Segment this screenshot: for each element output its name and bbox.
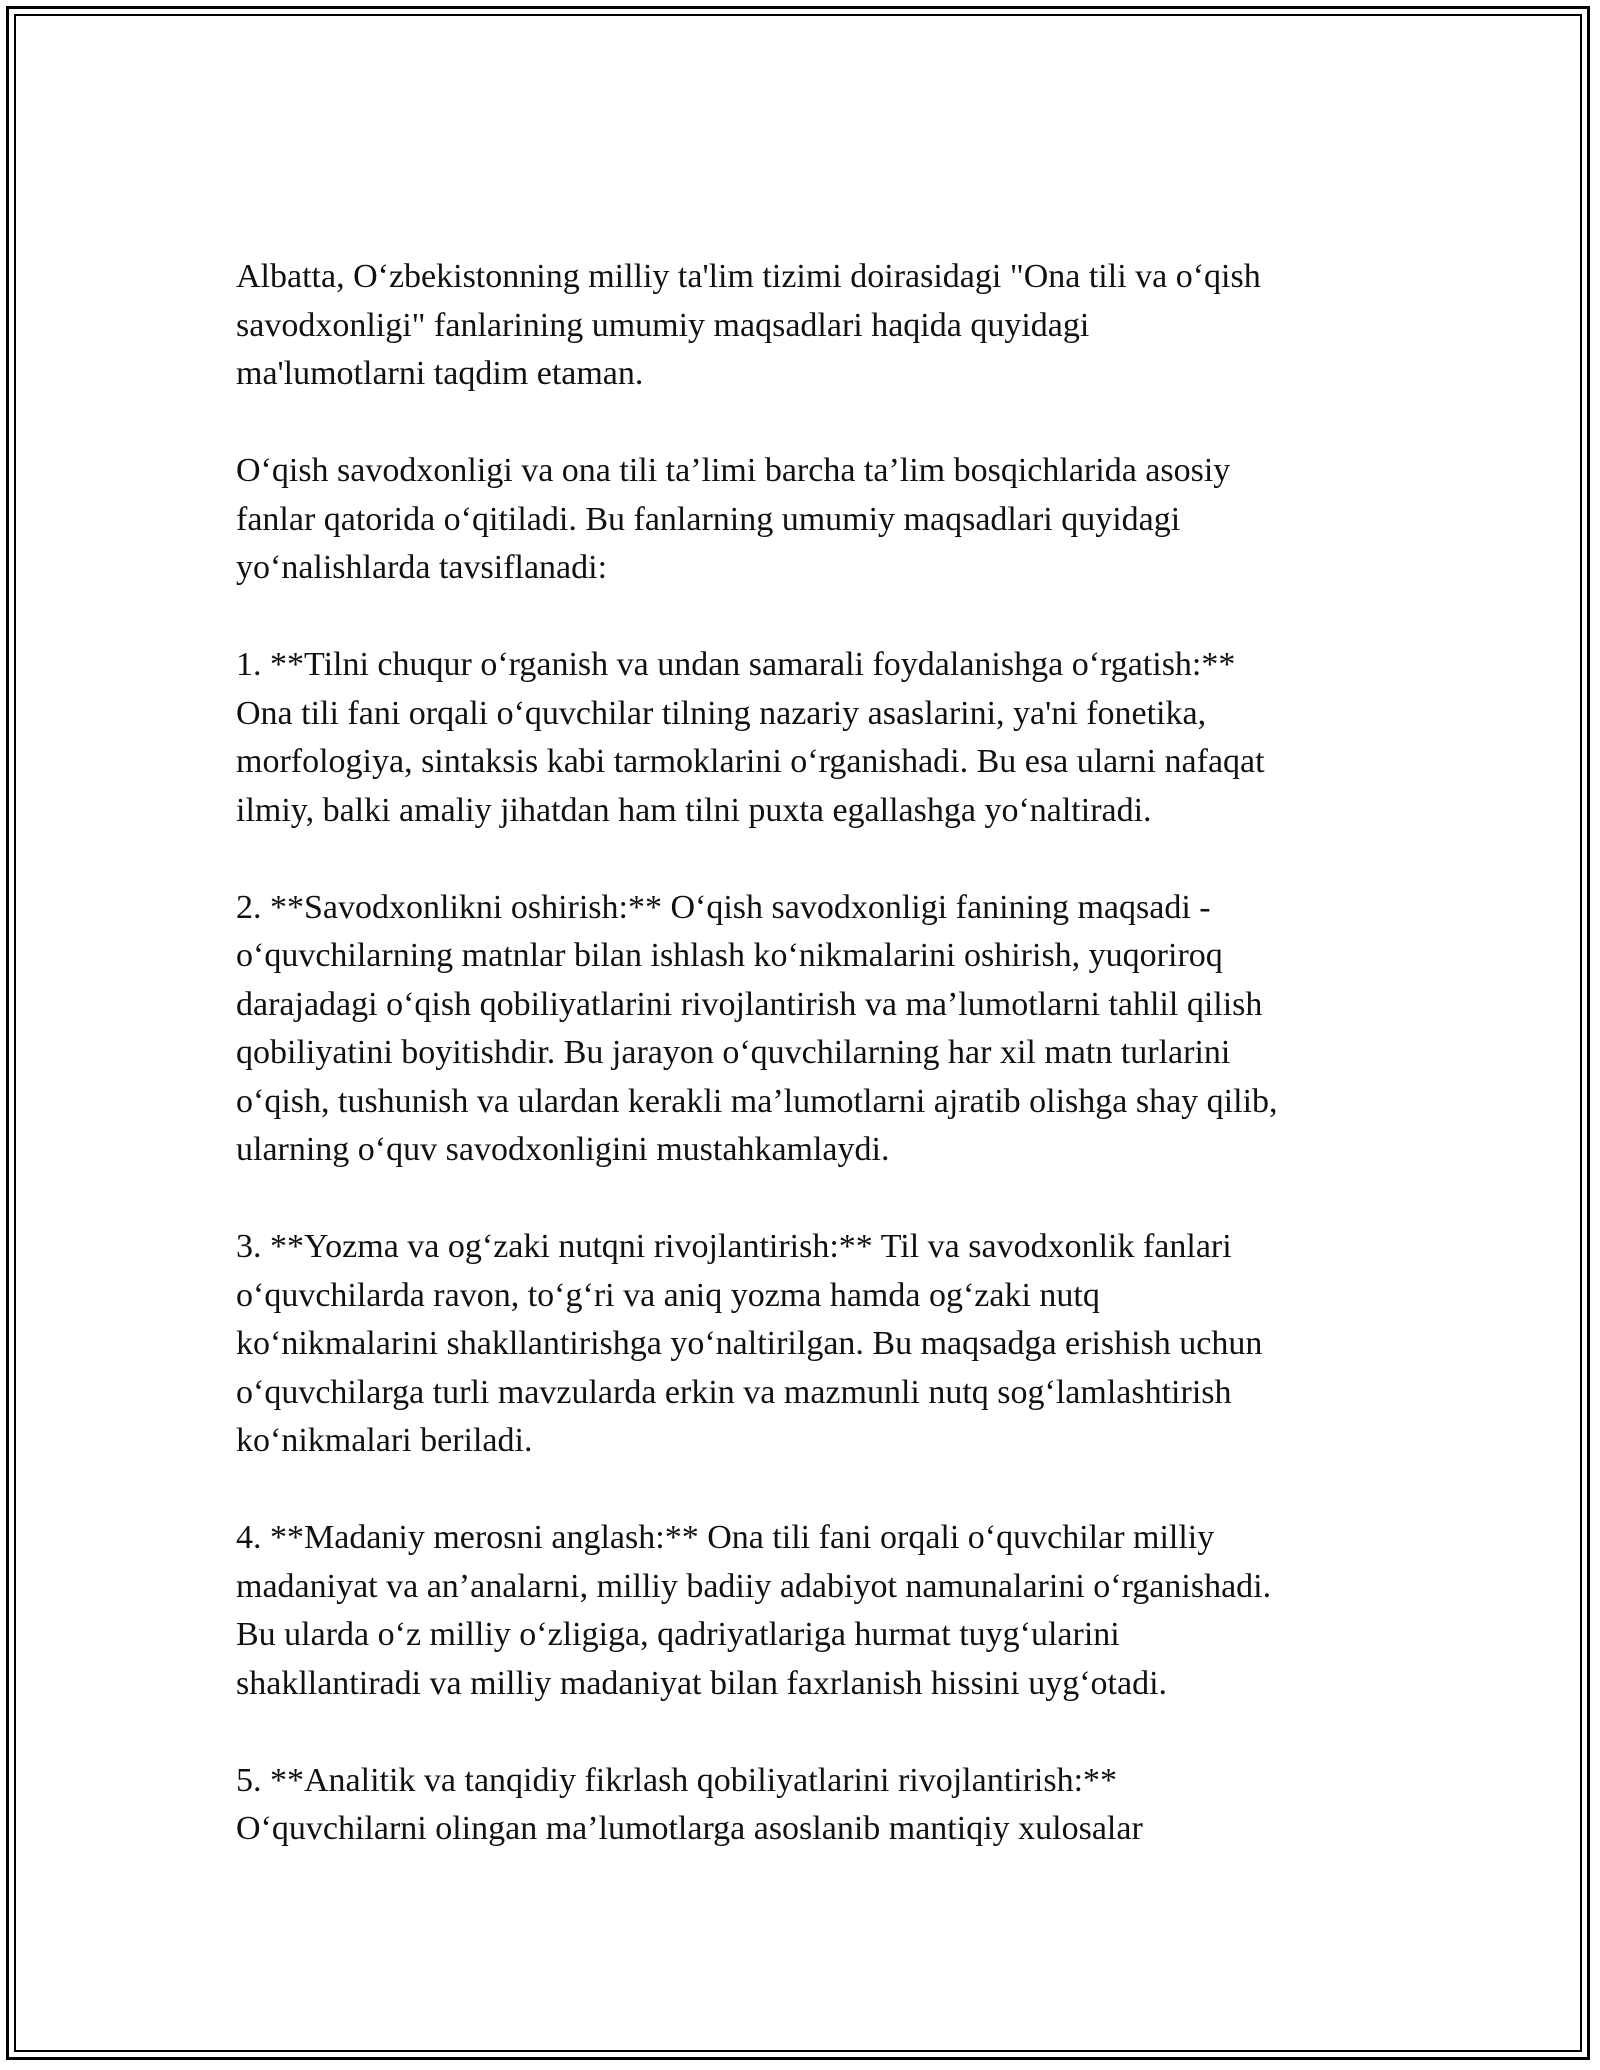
text-line: Bu ularda o‘z milliy o‘zligiga, qadriyatlariga hurmat tuyg‘ularini: [236, 1616, 1120, 1653]
list-item-2: [236, 884, 1376, 1175]
text-line: morfologiya, sintaksis kabi tarmoklarini o‘rganishadi. Bu esa ularni nafaqat: [236, 743, 1265, 780]
text-line: ularning o‘quv savodxonligini mustahkamlaydi.: [236, 1131, 890, 1168]
text-line: fanlar qatorida o‘qitiladi. Bu fanlarning umumiy maqsadlari quyidagi: [236, 500, 1181, 538]
text-line: 3. **Yozma va og‘zaki nutqni rivojlantirish:** Til va savodxonlik fanlari: [236, 1228, 1232, 1265]
text-line: 4. **Madaniy merosni anglash:** Ona tili fani orqali o‘quvchilar milliy: [236, 1519, 1215, 1556]
document-body: [236, 253, 1376, 1902]
text-line: Ona tili fani orqali o‘quvchilar tilning nazariy asaslarini, ya'ni fonetika,: [236, 694, 1207, 732]
paragraph-overview: [236, 447, 1376, 593]
text-line: O‘quvchilarni olingan ma’lumotlarga asoslanib mantiqiy xulosalar: [236, 1810, 1143, 1847]
text-line: ko‘nikmalarini shakllantirishga yo‘naltirilgan. Bu maqsadga erishish uchun: [236, 1325, 1263, 1362]
text-line: ko‘nikmalari beriladi.: [236, 1422, 533, 1459]
list-item-5: [236, 1757, 1376, 1854]
text-line: o‘quvchilarning matnlar bilan ishlash ko‘nikmalarini oshirish, yuqoriroq: [236, 937, 1223, 974]
text-line: savodxonligi" fanlarining umumiy maqsadlari haqida quyidagi: [236, 306, 1090, 344]
list-item-4: [236, 1514, 1376, 1708]
text-line: shakllantiradi va milliy madaniyat bilan faxrlanish hissini uyg‘otadi.: [236, 1664, 1168, 1702]
list-item-1: [236, 641, 1376, 835]
text-line: O‘qish savodxonligi va ona tili ta’limi barcha ta’lim bosqichlarida asosiy: [236, 452, 1231, 489]
paragraph-intro: [236, 253, 1376, 399]
text-line: o‘quvchilarga turli mavzularda erkin va mazmunli nutq sog‘lamlashtirish: [236, 1373, 1232, 1411]
text-line: o‘qish, tushunish va ulardan kerakli ma’lumotlarni ajratib olishga shay qilib,: [236, 1082, 1278, 1120]
text-line: ilmiy, balki amaliy jihatdan ham tilni puxta egallashga yo‘naltiradi.: [236, 791, 1152, 829]
text-line: 2. **Savodxonlikni oshirish:** O‘qish savodxonligi fanining maqsadi -: [236, 888, 1211, 926]
text-line: yo‘nalishlarda tavsiflanadi:: [236, 549, 608, 586]
text-line: darajadagi o‘qish qobiliyatlarini rivojlantirish va ma’lumotlarni tahlil qilish: [236, 985, 1263, 1023]
text-line: o‘quvchilarda ravon, to‘g‘ri va aniq yozma hamda og‘zaki nutq: [236, 1276, 1100, 1314]
text-line: madaniyat va an’analarni, milliy badiiy adabiyot namunalarini o‘rganishadi.: [236, 1567, 1272, 1605]
text-line: ma'lumotlarni taqdim etaman.: [236, 355, 644, 392]
list-item-3: [236, 1223, 1376, 1466]
text-line: qobiliyatini boyitishdir. Bu jarayon o‘quvchilarning har xil matn turlarini: [236, 1034, 1231, 1071]
text-line: Albatta, O‘zbekistonning milliy ta'lim tizimi doirasidagi "Ona tili va o‘qish: [236, 258, 1261, 295]
text-line: 1. **Tilni chuqur o‘rganish va undan samarali foydalanishga o‘rgatish:**: [236, 646, 1236, 683]
text-line: 5. **Analitik va tanqidiy fikrlash qobiliyatlarini rivojlantirish:**: [236, 1761, 1118, 1799]
